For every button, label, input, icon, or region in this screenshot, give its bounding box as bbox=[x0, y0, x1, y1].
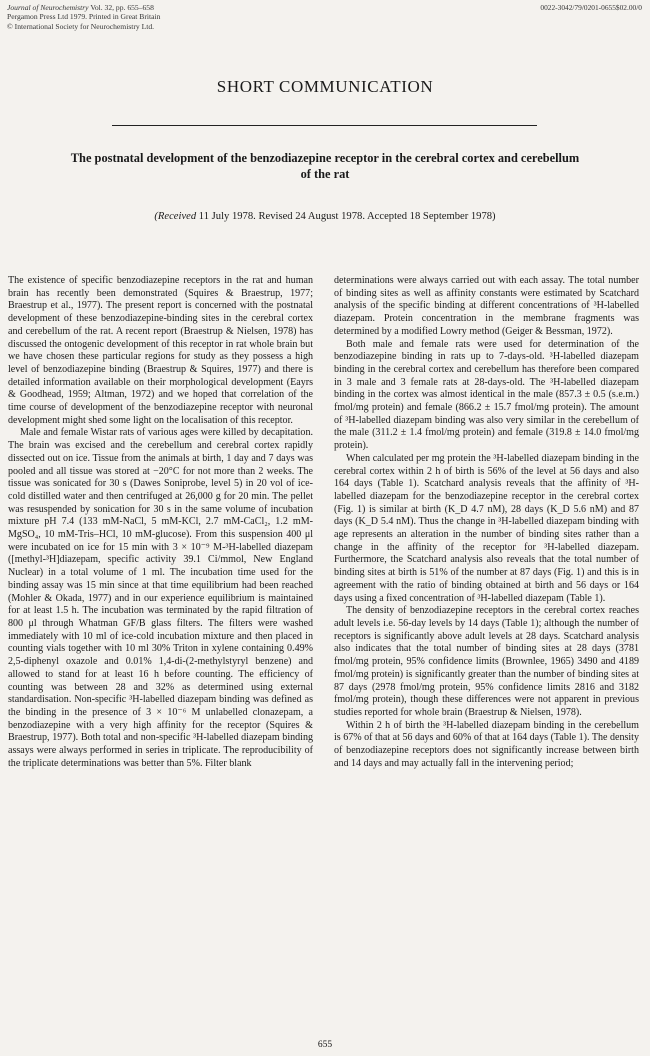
running-header bbox=[7, 3, 160, 31]
received-dates-text: 11 July 1978. Revised 24 August 1978. Accepted 18 September 1978) bbox=[196, 211, 496, 222]
paragraph: The existence of specific benzodiazepine receptors in the rat and human brain has recently been demonstrated (Squires & Braestrup, 1977; Braestrup et al., 1977). The present report is concerned with the postnatal development of these benzodiazepine-binding sites in the cerebral cortex and cerebellum of the rat. A recent report (Braestrup & Nielsen, 1978) has discussed the ontogenic development of this receptor in rat whole brain but we have chosen these particular regions for study as they possess a high level of benzodiazepine binding (Braestrup & Squires, 1977) and there is detailed information available on their morphological development (Eayrs & Goodhead, 1959; Altman, 1972) and we hoped that correlation of the time course of development of the benzodiazepine receptor with neuronal development might shed some light on the localisation of this receptor. bbox=[8, 275, 313, 426]
received-dates bbox=[0, 211, 650, 222]
copyright-line: © International Society for Neurochemistry Ltd. bbox=[7, 21, 155, 31]
left-column bbox=[8, 275, 313, 770]
section-title: SHORT COMMUNICATION bbox=[216, 77, 434, 96]
journal-name: Journal of Neurochemistry bbox=[7, 3, 89, 12]
paragraph: determinations were always carried out with each assay. The total number of binding sites as well as affinity constants were estimated by Scatchard analysis of the specific binding at different concentrations of ³H-labelled diazepam. Protein concentration in the membrane fragments was determined by a modified Lowry method (Geiger & Bessman, 1972). bbox=[334, 275, 639, 337]
article-title: The postnatal development of the benzodiazepine receptor in the cerebral cortex and cerebellum of the rat bbox=[70, 151, 580, 181]
received-prefix: (Received bbox=[154, 211, 197, 222]
article-code: 0022-3042/79/0201-0655$02.00/0 bbox=[540, 3, 642, 12]
paragraph: The density of benzodiazepine receptors in the cerebral cortex reaches adult levels i.e. 56-day levels by 14 days (Table 1); although the number of receptors is significantly above adult levels at 28 days. Scatchard analysis also indicates that the total number of binding sites at 28 days (3781 fmol/mg protein, 95% confidence limits (Brownlee, 1965) 3490 and 4189 fmol/mg protein) is significantly greater than the number of binding sites at 87 days (2978 fmol/mg protein, 95% confidence limits 2816 and 3182 fmol/mg protein), though these differences were not apparent in previous studies reported for whole brain (Braestrup & Nielsen, 1978). bbox=[334, 605, 639, 718]
title-rule bbox=[112, 125, 537, 126]
paragraph: When calculated per mg protein the ³H-labelled diazepam binding in the cerebral cortex within 2 h of birth is 56% of the level at 56 days and also 164 days (Table 1). Scatchard analysis reveals that the affinity of ³H-labelled diazepam for the benzodiazepine receptor in the cerebral cortex (Fig. 1) is similar at birth (K_D 4.7 nM), 28 days (K_D 5.6 nM) and 87 days (K_D 5.4 nM). Thus the change in ³H-labelled diazepam binding with age represents an alteration in the number of binding sites rather than a change in the affinity of the receptor for ³H-labelled diazepam. Furthermore, the Scatchard analysis also reveals that the total number of binding sites at birth is 51% of the number at 87 days (Fig. 1) and this is in agreement with the ratio of binding obtained at birth and 56 days or 164 days using a fixed concentration of ³H-labelled diazepam (Table 1). bbox=[334, 452, 639, 604]
paragraph: Male and female Wistar rats of various ages were killed by decapitation. The brain was excised and the cerebellum and cerebral cortex rapidly dissected out on ice. Tissue from the animals at birth, 1 day and 7 days was pooled and all tissue was stored at −20°C for not more than 2 weeks. The tissue was sonicated for 30 s (Dawes Soniprobe, level 5) in 20 vol of ice-cold distilled water and then centrifuged at 26,000 g for 20 min. The pellet was resuspended by sonication for 30 s in the same volume of incubation mixture pH 7.4 (133 mM-NaCl, 5 mM-KCl, 2.7 mM-CaCl₂, 1.2 mM-MgSO₄, 10 mM-Tris–HCl, 10 mM-glucose). From this suspension 400 μl were incubated on ice for 15 min with 3 × 10⁻⁹ M-³H-labelled diazepam ([methyl-³H]diazepam, specific activity 39.1 Ci/mmol, New England Nuclear) in a total volume of 1 ml. The incubation time used for the binding assay was 15 min since at that time equilibrium had been reached (Mohler & Okada, 1977) and in our experience equilibrium is maintained for at least 1.5 h. The incubation was terminated by the rapid filtration of 800 μl through Whatman GF/B glass filters. The filters were washed immediately with 10 ml of ice-cold incubation mixture and then placed in counting vials together with 10 ml 30% Triton in xylene containing 0.49% 2,5-diphenyl oxazole and 0.01% 1,4-di-(2-methylstyryl benzene) and allowed to stand for at least 16 h before counting. The efficiency of counting was between 28 and 32% as determined using external standardisation. Non-specific ³H-labelled diazepam binding was defined as the binding in the presence of 3 × 10⁻⁶ M unlabelled clonazepam, a benzodiazepine with a very high affinity for the receptor (Squires & Braestrup, 1977). Both total and non-specific ³H-labelled diazepam binding assays were always performed in series in triplicate. The reproducibility of the triplicate determinations was better than 5%. Filter blank bbox=[8, 427, 313, 769]
paragraph: Within 2 h of birth the ³H-labelled diazepam binding in the cerebellum is 67% of that at 56 days and 60% of that at 164 days (Table 1). The density of benzodiazepine receptors does not significantly increase between birth and 14 days and may actually fall in the intervening period; bbox=[334, 719, 639, 769]
page-number: 655 bbox=[317, 1040, 333, 1050]
publisher-line: Pergamon Press Ltd 1979. Printed in Great Britain bbox=[7, 12, 161, 22]
right-column bbox=[334, 275, 639, 770]
volume-pages: Vol. 32, pp. 655–658 bbox=[90, 3, 154, 12]
paragraph: Both male and female rats were used for determination of the benzodiazepine binding in rats up to 7-days-old. ³H-labelled diazepam binding in the cerebral cortex and cerebellum has therefore been compared in 3 male and 3 female rats at 28-days-old. The ³H-labelled diazepam binding in the cortex was almost identical in the male (857.3 ± 0.5 (s.e.m.) fmol/mg protein) and female (866.2 ± 15.7 fmol/mg protein). The amount of ³H-labelled diazepam binding was also very similar in the cerebellum of the male (311.2 ± 1.4 fmol/mg protein) and female (319.8 ± 14.0 fmol/mg protein). bbox=[334, 338, 639, 452]
